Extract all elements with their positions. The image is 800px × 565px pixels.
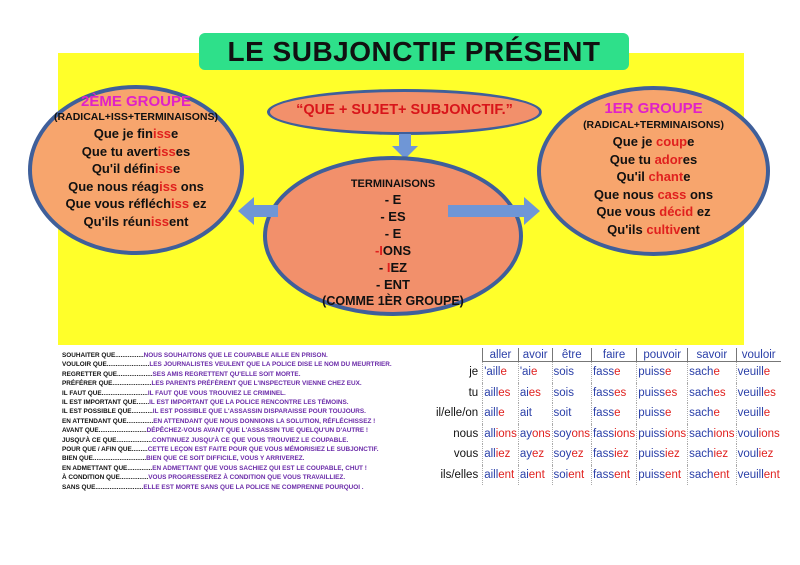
example-text: ons [686,186,714,202]
trigger-expression: IL FAUT QUE.......................... [62,389,148,397]
example-highlight: chant [648,169,684,184]
conjugation-cell [688,383,736,404]
verb-stem: puiss [638,366,666,379]
verb-stem: fass [592,407,615,420]
ending-dash: - [378,260,387,275]
verb-stem: ay [519,448,532,461]
conjugation-cell [637,424,688,445]
conjugation-cell [552,362,591,383]
trigger-expression: REGRETTER QUE.................... [62,370,153,378]
left-arrow-icon [238,197,278,225]
ending-dash: - [380,209,389,224]
formula-oval [267,89,542,135]
conjugation-cell [591,444,636,465]
verb-ending: es [528,386,541,399]
verb-ending: e [713,366,720,379]
trigger-example: EN ADMETTANT QUE VOUS SACHIEZ QUI EST LE COUPABLE, CHUT ! [152,464,367,472]
conjugation-cell [591,403,636,424]
example-line [32,213,240,231]
conjugation-cell [552,444,591,465]
conjugation-cell [518,362,552,383]
verb-ending: ions [713,427,735,440]
example-line [32,125,240,143]
ending-part: -I [374,243,383,258]
trigger-row [62,380,362,388]
verb-stem: fass [592,427,615,440]
verb-ending: ez [531,448,545,461]
endings-note: (COMME 1ÈR GROUPE) [322,294,464,308]
trigger-row [62,446,379,454]
conjugation-row [435,403,781,424]
conjugation-cell [552,465,591,486]
verb-stem: sach [689,468,714,481]
ending-dash: - [384,226,393,241]
trigger-expression: EN ADMETTANT QUE.............. [62,464,153,472]
verb-stem: aill [484,468,499,481]
conjugation-cell [518,424,552,445]
verb-ending: e [713,407,720,420]
verb-stem: ay [519,427,532,440]
trigger-expression: AVANT QUE........................... [62,427,147,435]
verb-ending: e [498,407,505,420]
trigger-row [62,427,368,435]
first-group-examples [541,133,766,238]
example-text: Qu'ils [607,221,647,237]
example-highlight: iss [157,143,176,159]
conjugation-cell [688,444,736,465]
conjugation-cell [518,383,552,404]
second-group-oval [28,85,244,255]
verb-stem: sach [689,366,714,379]
conjugation-cell [637,444,688,465]
conjugation-cell [637,465,688,486]
first-group-subtitle: (RADICAL+TERMINAISONS) [583,119,724,131]
example-line [541,203,766,221]
example-text: Que je fin [93,126,153,141]
verb-ending: e [665,366,672,379]
verb-ending: es [498,386,511,399]
conjugation-row [435,362,781,383]
example-text: Que tu [609,151,655,167]
trigger-row [62,399,349,407]
example-text: Qu'ils réun [83,213,151,229]
example-text: Que nous réag [68,178,160,194]
conjugation-cell [637,362,688,383]
verb-header: pouvoir [637,348,688,362]
verb-ending: e [530,366,538,379]
example-line [541,221,766,239]
example-line [32,195,240,213]
conjugation-row [435,444,781,465]
example-line [32,178,240,196]
trigger-row [62,418,375,426]
verb-ending: ent [763,468,780,481]
verb-stem: puiss [638,386,666,399]
verb-ending: ent [665,468,682,481]
conjugation-cell [483,424,519,445]
verb-stem: 'aill [484,366,501,379]
ending-part: ENT [383,277,410,292]
example-text: ons [177,178,204,194]
verb-stem: voul [737,448,759,461]
verb-ending: iez [713,448,729,461]
verb-ending: ions [614,427,636,440]
verb-stem: veuill [737,407,764,420]
verb-stem: soy [553,427,572,440]
example-text: ent [680,221,700,237]
conjugation-cell [552,403,591,424]
conjugation-cell [483,383,519,404]
verb-stem: sois [553,386,574,399]
trigger-expression: EN ATTENDANT QUE............... [62,417,154,425]
endings-heading: TERMINAISONS [350,178,436,190]
conjugation-row [435,465,781,486]
conjugation-cell [688,362,736,383]
trigger-row [62,361,392,369]
trigger-example: EN ATTENDANT QUE NOUS DONNIONS LA SOLUTION, RÉFLÉCHISSEZ ! [153,417,376,425]
verb-stem: voul [737,427,759,440]
example-text: Que tu avert [81,143,158,159]
conjugation-cell [518,465,552,486]
verb-ending: es [713,386,726,399]
verb-header: être [552,348,591,362]
verb-stem: fass [592,366,615,379]
example-text: ent [168,213,189,229]
trigger-row [62,390,286,398]
verb-header: savoir [688,348,736,362]
verb-header: faire [591,348,636,362]
trigger-example: CONTINUEZ JUSQU'À CE QUE VOUS TROUVIEZ LE COUPABLE. [151,436,349,444]
endings-oval [263,156,523,316]
verb-stem: all [484,427,496,440]
trigger-example: IL EST POSSIBLE QUE L'ASSASSIN DISPARAISSE POUR TOUJOURS. [152,408,366,416]
verb-ending: iez [495,448,511,461]
example-text: e [683,169,691,184]
verb-ending: e [763,407,771,420]
example-highlight: iss [152,126,172,141]
second-group-title: 2ÈME GROUPE [80,93,192,110]
trigger-row [62,371,300,379]
verb-ending: e [665,407,672,420]
verb-stem: fass [592,386,615,399]
conjugation-cell [688,424,736,445]
trigger-expression: SANS QUE........................... [62,483,144,491]
pronoun-cell: vous [453,448,479,461]
trigger-row [62,455,304,463]
ending-part: E [392,192,402,207]
verb-ending: iez [758,448,774,461]
verb-ending: es [763,386,776,399]
example-line [541,168,766,186]
example-text: Qu'il [616,169,649,184]
example-highlight: cultiv [646,221,681,237]
example-text: es [175,143,191,159]
verb-stem: ait [519,407,532,420]
conjugation-cell [483,362,519,383]
conjugation-cell [552,424,591,445]
conjugation-cell [591,465,636,486]
example-text: ez [189,196,207,211]
trigger-expression: VOULOIR QUE........................ [62,361,150,369]
pronoun-cell: tu [468,386,479,399]
ending-part: I [386,260,391,275]
ending-part: ES [388,209,406,224]
first-group-title: 1ER GROUPE [604,100,703,117]
pronoun-cell: il/elle/on [436,407,479,420]
example-text: ez [693,204,711,219]
trigger-example: DÉPÊCHEZ-VOUS AVANT QUE L'ASSASSIN TUE QUELQU'UN D'AUTRE ! [146,427,369,435]
trigger-example: SES AMIS REGRETTENT QU'ELLE SOIT MORTE. [152,370,301,378]
pronoun-cell: je [469,366,479,378]
example-highlight: ador [654,151,683,167]
conjugation-cell [483,444,519,465]
verb-stem: soy [553,448,572,461]
verb-stem: aill [484,407,499,420]
verb-header: vouloir [736,348,781,362]
conjugation-cell [736,362,781,383]
verb-stem: 'ai [519,366,531,379]
conjugation-cell [483,403,519,424]
example-highlight: décid [659,204,694,219]
conjugation-cell [518,444,552,465]
trigger-row [62,437,348,445]
verb-ending: ent [568,468,585,481]
ending-part: ONS [382,243,412,258]
verb-ending: ions [758,427,780,440]
example-text: e [171,126,179,141]
verb-stem: puiss [638,407,666,420]
corner-cell [435,348,483,362]
trigger-expression: JUSQU'À CE QUE.................... [62,436,152,444]
ending-item [267,259,519,276]
trigger-example: CETTE LEÇON EST FAITE POUR QUE VOUS MÉMORISIEZ LE SUBJONCTIF. [147,446,379,453]
pronoun-cell: ils/elles [440,468,479,481]
verb-stem: sach [689,448,714,461]
verb-stem: fass [592,468,615,481]
ending-dash: - [376,277,384,292]
verb-stem: veuill [737,366,764,379]
verb-ending: e [614,407,621,420]
conjugation-cell [552,383,591,404]
trigger-expression: À CONDITION QUE................ [62,474,149,482]
verb-ending: ent [528,468,545,481]
example-text: Que vous réfléch [65,196,172,211]
verb-ending: ent [498,468,515,481]
verb-ending: iez [665,448,680,461]
right-arrow-icon [448,197,540,225]
conjugation-cell [736,444,781,465]
verb-ending: ez [571,448,584,461]
ending-item [267,225,519,242]
verb-stem: puiss [638,448,666,461]
trigger-expression: PRÉFÉRER QUE...................... [62,380,152,388]
trigger-example: BIEN QUE CE SOIT DIFFICILE, VOUS Y ARRIVEREZ. [146,455,305,463]
conjugation-cell [637,383,688,404]
verb-stem: aill [484,386,499,399]
example-highlight: iss [159,178,178,194]
example-text: Que vous [596,204,660,219]
example-text: e [172,161,181,176]
conjugation-cell [736,403,781,424]
verb-stem: soi [553,468,569,481]
trigger-example: VOUS PROGRESSEREZ À CONDITION QUE VOUS TRAVAILLIEZ. [148,474,346,482]
trigger-example: ELLE EST MORTE SANS QUE LA POLICE NE COMPRENNE POURQUOI . [143,483,364,491]
second-group-subtitle: (RADICAL+ISS+TERMINAISONS) [54,111,218,123]
conjugation-cell [637,403,688,424]
verb-stem: puiss [638,427,666,440]
trigger-expression: SOUHAITER QUE................ [62,352,144,359]
verb-stem: sach [689,407,714,420]
conjugation-row [435,383,781,404]
ending-part: E [392,226,402,241]
verb-ending: ons [531,427,551,440]
trigger-example: IL FAUT QUE VOUS TROUVIEZ LE CRIMINEL. [147,389,286,397]
verb-stem: puiss [638,468,666,481]
verb-stem: veuill [737,386,764,399]
verb-stem: fass [592,448,615,461]
verb-ending: ions [665,427,687,440]
subjunctive-triggers-panel [56,348,425,508]
conjugation-cell [591,383,636,404]
example-text: Que nous [593,186,658,202]
trigger-example: LES PARENTS PRÉFÈRENT QUE L'INSPECTEUR VIENNE CHEZ EUX. [151,380,362,388]
verb-stem: sach [689,386,714,399]
example-text: Que je [612,134,657,149]
verb-stem: ai [519,386,529,399]
example-highlight: cass [657,186,687,202]
example-line [541,151,766,169]
verb-stem: veuill [737,468,764,481]
example-line [32,160,240,178]
verb-ending: es [614,386,627,399]
verb-stem: sach [689,427,714,440]
trigger-expression: IL EST IMPORTANT QUE....... [62,399,150,406]
trigger-row [62,408,366,416]
verb-stem: soit [553,407,572,420]
ending-dash: - [384,192,393,207]
irregular-verbs-panel [435,348,780,508]
verb-ending: e [763,366,771,379]
verb-stem: all [484,448,496,461]
conjugation-table [435,348,781,485]
trigger-row [62,352,328,360]
trigger-row [62,484,364,492]
example-highlight: coup [656,134,688,149]
ending-part: EZ [390,260,408,275]
page-title: LE SUBJONCTIF PRÉSENT [199,33,629,70]
example-highlight: iss [154,161,173,176]
conjugation-cell [591,424,636,445]
formula-text: “QUE + SUJET+ SUBJONCTIF.” [296,102,513,118]
example-line [541,186,766,204]
trigger-example: NOUS SOUHAITONS QUE LE COUPABLE AILLE EN PRISON. [143,352,328,359]
conjugation-cell [591,362,636,383]
verb-ending: es [665,386,678,399]
ending-item [267,276,519,293]
trigger-example: IL EST IMPORTANT QUE LA POLICE RENCONTRE LES TÉMOINS. [149,399,349,406]
example-text: e [687,134,695,149]
verb-stem: sois [553,366,574,379]
verb-ending: ent [614,468,631,481]
example-line [541,133,766,151]
trigger-expression: BIEN QUE.............................. [62,455,147,463]
trigger-row [62,465,367,473]
trigger-row [62,474,345,482]
verb-ending: e [614,366,621,379]
verb-header: avoir [518,348,552,362]
example-text: Qu'il défin [91,161,155,176]
conjugation-cell [688,465,736,486]
conjugation-cell [736,465,781,486]
example-text: es [682,151,698,167]
trigger-expression: POUR QUE / AFIN QUE......... [62,446,148,453]
conjugation-row [435,424,781,445]
pronoun-cell: nous [453,427,479,440]
verb-stem: ai [519,468,529,481]
verb-ending: e [500,366,507,379]
conjugation-cell [688,403,736,424]
trigger-example: LES JOURNALISTES VEULENT QUE LA POLICE DISE LE NOM DU MEURTRIER. [149,361,392,369]
conjugation-cell [483,465,519,486]
conjugation-cell [736,383,781,404]
second-group-examples [32,125,240,230]
verb-ending: iez [614,448,629,461]
trigger-expression: IL EST POSSIBLE QUE............ [62,408,153,416]
example-highlight: iss [171,196,190,211]
example-highlight: iss [150,213,169,229]
verb-ending: ions [495,427,517,440]
verb-ending: ons [571,427,590,440]
first-group-oval [537,86,770,256]
example-line [32,143,240,161]
verb-header: aller [483,348,519,362]
ending-item [267,242,519,259]
conjugation-cell [736,424,781,445]
verb-ending: ent [713,468,730,481]
conjugation-cell [518,403,552,424]
